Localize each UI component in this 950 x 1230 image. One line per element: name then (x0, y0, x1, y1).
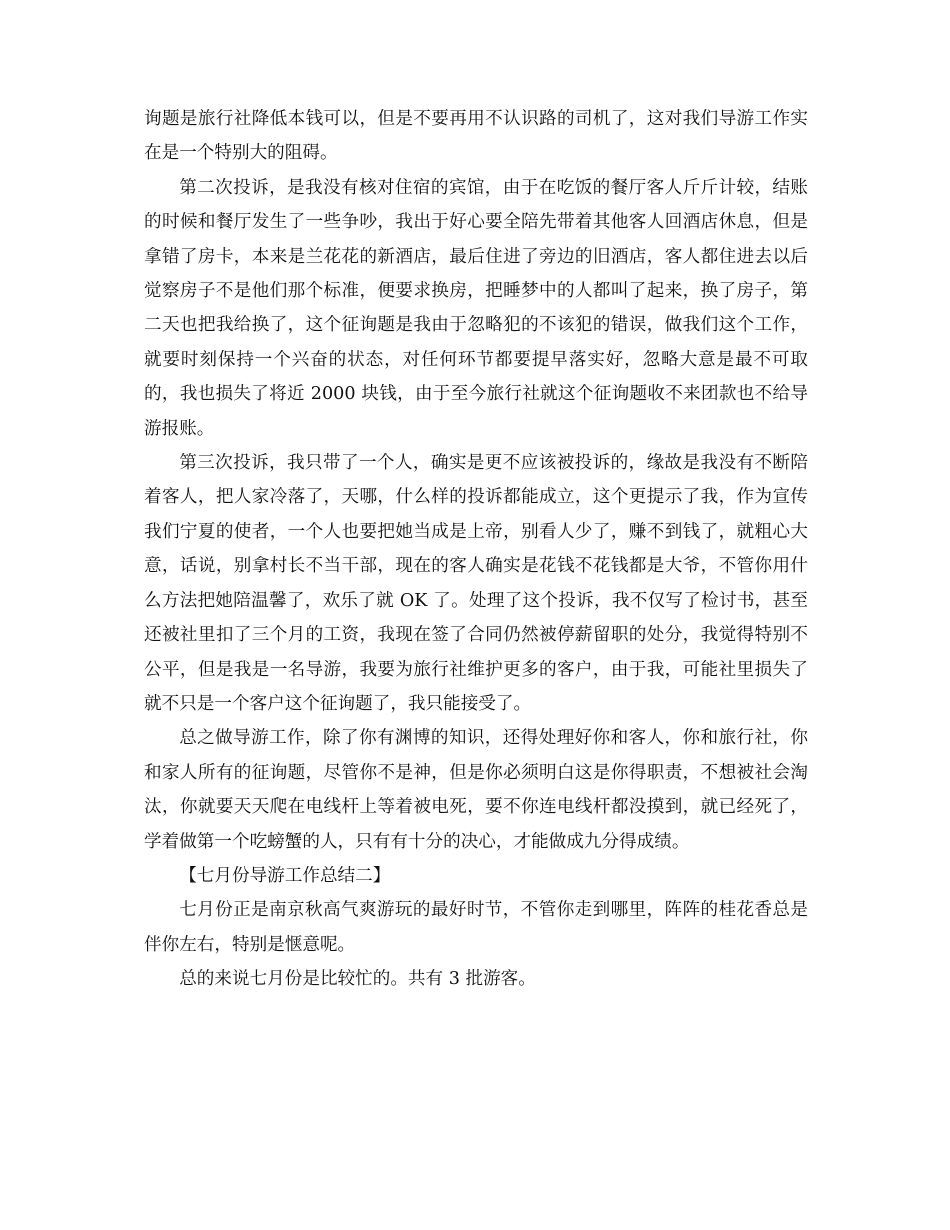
paragraph-conclusion: 总之做导游工作，除了你有渊博的知识，还得处理好你和客人，你和旅行社，你和家人所有的征询题，尽管你不是神，但是你必须明白这是你得职责，不想被社会淘汰，你就要天天爬在电线杆上等着被电死，要不你连电线杆都没摸到，就已经死了，学着做第一个吃螃蟹的人，只有有十分的决心，才能做成九分得成绩。 (144, 728, 808, 852)
paragraph-third-complaint: 第三次投诉，我只带了一个人，确实是更不应该被投诉的，缘故是我没有不断陪着客人，把人家冷落了，天哪，什么样的投诉都能成立，这个更提示了我，作为宣传我们宁夏的使者，一个人也要把她当成是上帝，别看人少了，赚不到钱了，就粗心大意，话说，别拿村长不当干部，现在的客人确实是花钱不花钱都是大爷，不管你用什么方法把她陪温馨了，欢乐了就 OK 了。处理了这个投诉，我不仅写了检讨书，甚至还被社里扣了三个月的工资，我现在签了合同仍然被停薪留职的处分，我觉得特别不公平，但是我是一名导游，我要为旅行社维护更多的客户，由于我，可能社里损失了就不只是一个客户这个征询题了，我只能接受了。 (144, 453, 808, 714)
paragraph-july-summary: 总的来说七月份是比较忙的。共有 3 批游客。 (179, 969, 536, 990)
paragraph-second-complaint: 第二次投诉，是我没有核对住宿的宾馆，由于在吃饭的餐厅客人斤斤计较，结账的时候和餐厅发生了一些争吵，我出于好心要全陪先带着其他客人回酒店休息，但是拿错了房卡，本来是兰花花的新酒店，最后住进了旁边的旧酒店，客人都住进去以后觉察房子不是他们那个标准，便要求换房，把睡梦中的人都叫了起来，换了房子，第二天也把我给换了，这个征询题是我由于忽略犯的不该犯的错误，做我们这个工作，就要时刻保持一个兴奋的状态，对任何环节都要提早落实好，忽略大意是最不可取的，我也损失了将近 2000 块钱，由于至今旅行社就这个征询题收不来团款也不给导游报账。 (144, 177, 808, 439)
document-body (144, 102, 808, 997)
paragraph-continuation: 询题是旅行社降低本钱可以，但是不要再用不认识路的司机了，这对我们导游工作实在是一个特别大的阻碍。 (144, 109, 808, 164)
paragraph-july-intro: 七月份正是南京秋高气爽游玩的最好时节，不管你走到哪里，阵阵的桂花香总是伴你左右，特别是惬意呢。 (144, 900, 808, 955)
section-heading: 【七月份导游工作总结二】 (179, 865, 391, 886)
